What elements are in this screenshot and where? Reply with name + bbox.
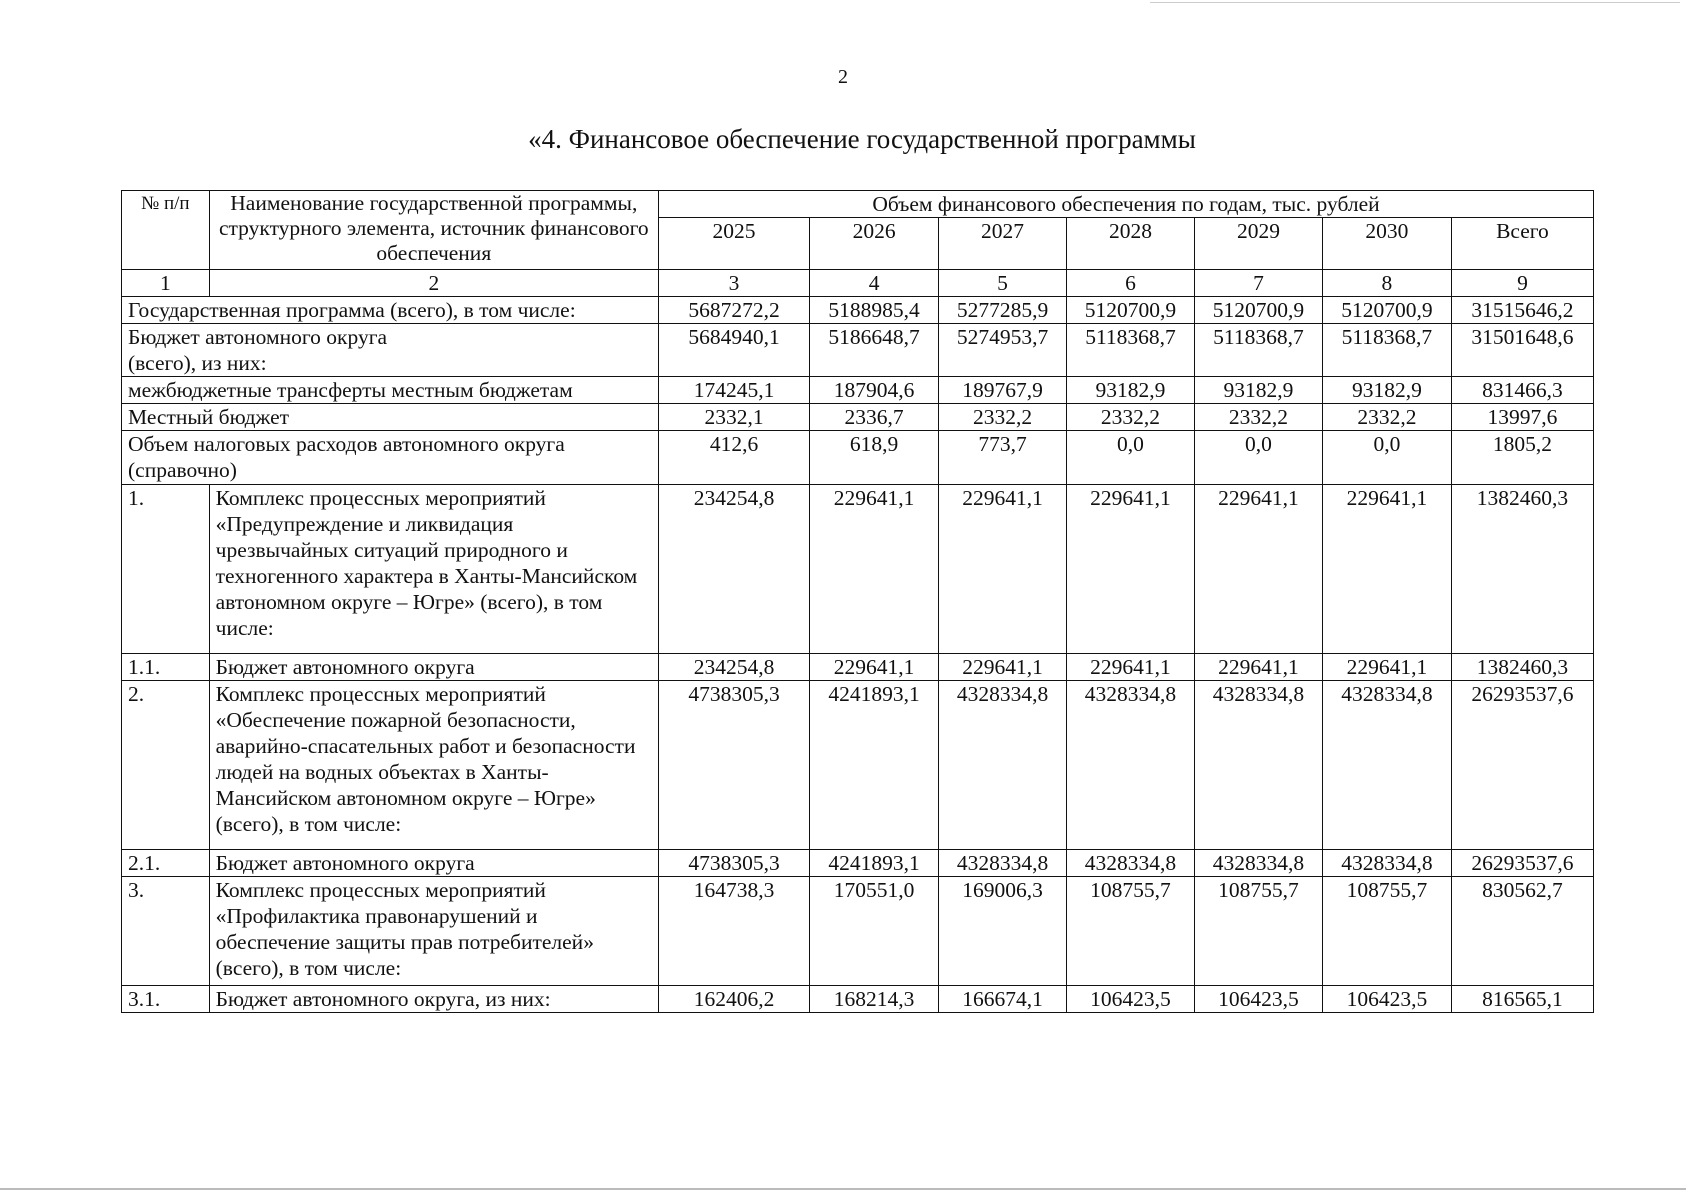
cell-2028: 5118368,7 xyxy=(1067,324,1195,377)
column-numbers-row xyxy=(122,270,1594,297)
cell-2029: 108755,7 xyxy=(1194,877,1322,986)
table-row xyxy=(122,404,1594,431)
table-row xyxy=(122,986,1594,1013)
col-number-6: 6 xyxy=(1067,270,1195,297)
cell-total: 31501648,6 xyxy=(1451,324,1593,377)
year-total: Всего xyxy=(1451,218,1593,270)
cell-2025: 234254,8 xyxy=(658,485,809,654)
cell-2029: 5120700,9 xyxy=(1194,297,1322,324)
cell-2028: 229641,1 xyxy=(1067,654,1195,681)
cell-total: 26293537,6 xyxy=(1451,681,1593,850)
col-number-7: 7 xyxy=(1194,270,1322,297)
col-number-8: 8 xyxy=(1322,270,1451,297)
header-no: № п/п xyxy=(122,191,210,270)
cell-2030: 0,0 xyxy=(1322,431,1451,485)
cell-2028: 229641,1 xyxy=(1067,485,1195,654)
cell-2026: 229641,1 xyxy=(810,485,939,654)
cell-2027: 169006,3 xyxy=(939,877,1067,986)
header-volume: Объем финансового обеспечения по годам, тыс. рублей xyxy=(658,191,1593,218)
year-2027: 2027 xyxy=(939,218,1067,270)
cell-2030: 93182,9 xyxy=(1322,377,1451,404)
cell-2027: 4328334,8 xyxy=(939,681,1067,850)
cell-2025: 5687272,2 xyxy=(658,297,809,324)
cell-2027: 189767,9 xyxy=(939,377,1067,404)
table-row xyxy=(122,877,1594,986)
cell-2027: 166674,1 xyxy=(939,986,1067,1013)
cell-2030: 229641,1 xyxy=(1322,485,1451,654)
table-row xyxy=(122,485,1594,654)
page-number: 2 xyxy=(838,66,848,88)
financing-table xyxy=(121,190,1594,1013)
cell-2029: 106423,5 xyxy=(1194,986,1322,1013)
cell-2025: 4738305,3 xyxy=(658,850,809,877)
cell-2029: 4328334,8 xyxy=(1194,681,1322,850)
table-row xyxy=(122,297,1594,324)
cell-2027: 2332,2 xyxy=(939,404,1067,431)
cell-2026: 618,9 xyxy=(810,431,939,485)
cell-2026: 2336,7 xyxy=(810,404,939,431)
row-number: 3.1. xyxy=(122,986,210,1013)
cell-2030: 5120700,9 xyxy=(1322,297,1451,324)
row-number: 2. xyxy=(122,681,210,850)
cell-total: 26293537,6 xyxy=(1451,850,1593,877)
cell-2027: 5274953,7 xyxy=(939,324,1067,377)
cell-2030: 5118368,7 xyxy=(1322,324,1451,377)
table-row xyxy=(122,377,1594,404)
cell-2027: 773,7 xyxy=(939,431,1067,485)
row-name: Комплекс процессных мероприятий «Профилактика правонарушений и обеспечение защиты прав потребителей» (всего), в том числе: xyxy=(209,877,658,986)
col-number-4: 4 xyxy=(810,270,939,297)
cell-total: 1382460,3 xyxy=(1451,654,1593,681)
year-2026: 2026 xyxy=(810,218,939,270)
col-number-1: 1 xyxy=(122,270,210,297)
cell-2029: 229641,1 xyxy=(1194,654,1322,681)
col-number-5: 5 xyxy=(939,270,1067,297)
year-2030: 2030 xyxy=(1322,218,1451,270)
cell-2025: 164738,3 xyxy=(658,877,809,986)
row-name: Государственная программа (всего), в том числе: xyxy=(122,297,659,324)
cell-total: 831466,3 xyxy=(1451,377,1593,404)
cell-total: 1382460,3 xyxy=(1451,485,1593,654)
cell-2029: 4328334,8 xyxy=(1194,850,1322,877)
cell-2025: 2332,1 xyxy=(658,404,809,431)
year-2029: 2029 xyxy=(1194,218,1322,270)
cell-2028: 106423,5 xyxy=(1067,986,1195,1013)
row-name: Бюджет автономного округа (всего), из них: xyxy=(122,324,659,377)
scan-edge-bottom xyxy=(0,1188,1686,1190)
year-2025: 2025 xyxy=(658,218,809,270)
cell-2025: 174245,1 xyxy=(658,377,809,404)
cell-2025: 5684940,1 xyxy=(658,324,809,377)
cell-2027: 5277285,9 xyxy=(939,297,1067,324)
row-name: Бюджет автономного округа xyxy=(209,850,658,877)
cell-2027: 4328334,8 xyxy=(939,850,1067,877)
cell-2027: 229641,1 xyxy=(939,654,1067,681)
cell-2026: 4241893,1 xyxy=(810,850,939,877)
col-number-3: 3 xyxy=(658,270,809,297)
year-2028: 2028 xyxy=(1067,218,1195,270)
row-name: Комплекс процессных мероприятий «Предупреждение и ликвидация чрезвычайных ситуаций природного и техногенного характера в Ханты-Мансийском автономном округе – Югре» (всего), в том числе: xyxy=(209,485,658,654)
cell-total: 816565,1 xyxy=(1451,986,1593,1013)
cell-2030: 108755,7 xyxy=(1322,877,1451,986)
cell-2030: 229641,1 xyxy=(1322,654,1451,681)
cell-2028: 4328334,8 xyxy=(1067,850,1195,877)
cell-2029: 0,0 xyxy=(1194,431,1322,485)
cell-2028: 4328334,8 xyxy=(1067,681,1195,850)
row-name: межбюджетные трансферты местным бюджетам xyxy=(122,377,659,404)
row-name: Местный бюджет xyxy=(122,404,659,431)
cell-2028: 93182,9 xyxy=(1067,377,1195,404)
cell-2025: 162406,2 xyxy=(658,986,809,1013)
cell-2026: 4241893,1 xyxy=(810,681,939,850)
cell-2028: 108755,7 xyxy=(1067,877,1195,986)
table-row xyxy=(122,324,1594,377)
cell-2027: 229641,1 xyxy=(939,485,1067,654)
cell-2026: 187904,6 xyxy=(810,377,939,404)
row-name: Бюджет автономного округа, из них: xyxy=(209,986,658,1013)
cell-2026: 168214,3 xyxy=(810,986,939,1013)
cell-2026: 229641,1 xyxy=(810,654,939,681)
cell-2026: 5188985,4 xyxy=(810,297,939,324)
row-number: 1. xyxy=(122,485,210,654)
cell-2028: 0,0 xyxy=(1067,431,1195,485)
table-row xyxy=(122,654,1594,681)
cell-2029: 5118368,7 xyxy=(1194,324,1322,377)
row-number: 1.1. xyxy=(122,654,210,681)
cell-2025: 234254,8 xyxy=(658,654,809,681)
col-number-2: 2 xyxy=(209,270,658,297)
cell-total: 31515646,2 xyxy=(1451,297,1593,324)
row-number: 2.1. xyxy=(122,850,210,877)
cell-2030: 4328334,8 xyxy=(1322,850,1451,877)
cell-2030: 106423,5 xyxy=(1322,986,1451,1013)
header-row xyxy=(122,191,1594,218)
cell-2028: 2332,2 xyxy=(1067,404,1195,431)
scan-edge-top xyxy=(1150,2,1680,3)
table-row xyxy=(122,850,1594,877)
row-number: 3. xyxy=(122,877,210,986)
section-title: «4. Финансовое обеспечение государственной программы xyxy=(528,124,1196,154)
cell-2028: 5120700,9 xyxy=(1067,297,1195,324)
row-name: Комплекс процессных мероприятий «Обеспечение пожарной безопасности, аварийно-спасательных работ и безопасности людей на водных объектах в Ханты-Мансийском автономном округе – Югре» (всего), в том числе: xyxy=(209,681,658,850)
cell-2029: 229641,1 xyxy=(1194,485,1322,654)
cell-total: 13997,6 xyxy=(1451,404,1593,431)
cell-2030: 4328334,8 xyxy=(1322,681,1451,850)
cell-2026: 170551,0 xyxy=(810,877,939,986)
table-row xyxy=(122,431,1594,485)
row-name: Объем налоговых расходов автономного округа (справочно) xyxy=(122,431,659,485)
cell-total: 830562,7 xyxy=(1451,877,1593,986)
cell-2029: 93182,9 xyxy=(1194,377,1322,404)
table-row xyxy=(122,681,1594,850)
cell-total: 1805,2 xyxy=(1451,431,1593,485)
row-name: Бюджет автономного округа xyxy=(209,654,658,681)
cell-2029: 2332,2 xyxy=(1194,404,1322,431)
cell-2026: 5186648,7 xyxy=(810,324,939,377)
cell-2025: 4738305,3 xyxy=(658,681,809,850)
cell-2025: 412,6 xyxy=(658,431,809,485)
header-name: Наименование государственной программы, структурного элемента, источник финансового обеспечения xyxy=(209,191,658,270)
col-number-9: 9 xyxy=(1451,270,1593,297)
cell-2030: 2332,2 xyxy=(1322,404,1451,431)
